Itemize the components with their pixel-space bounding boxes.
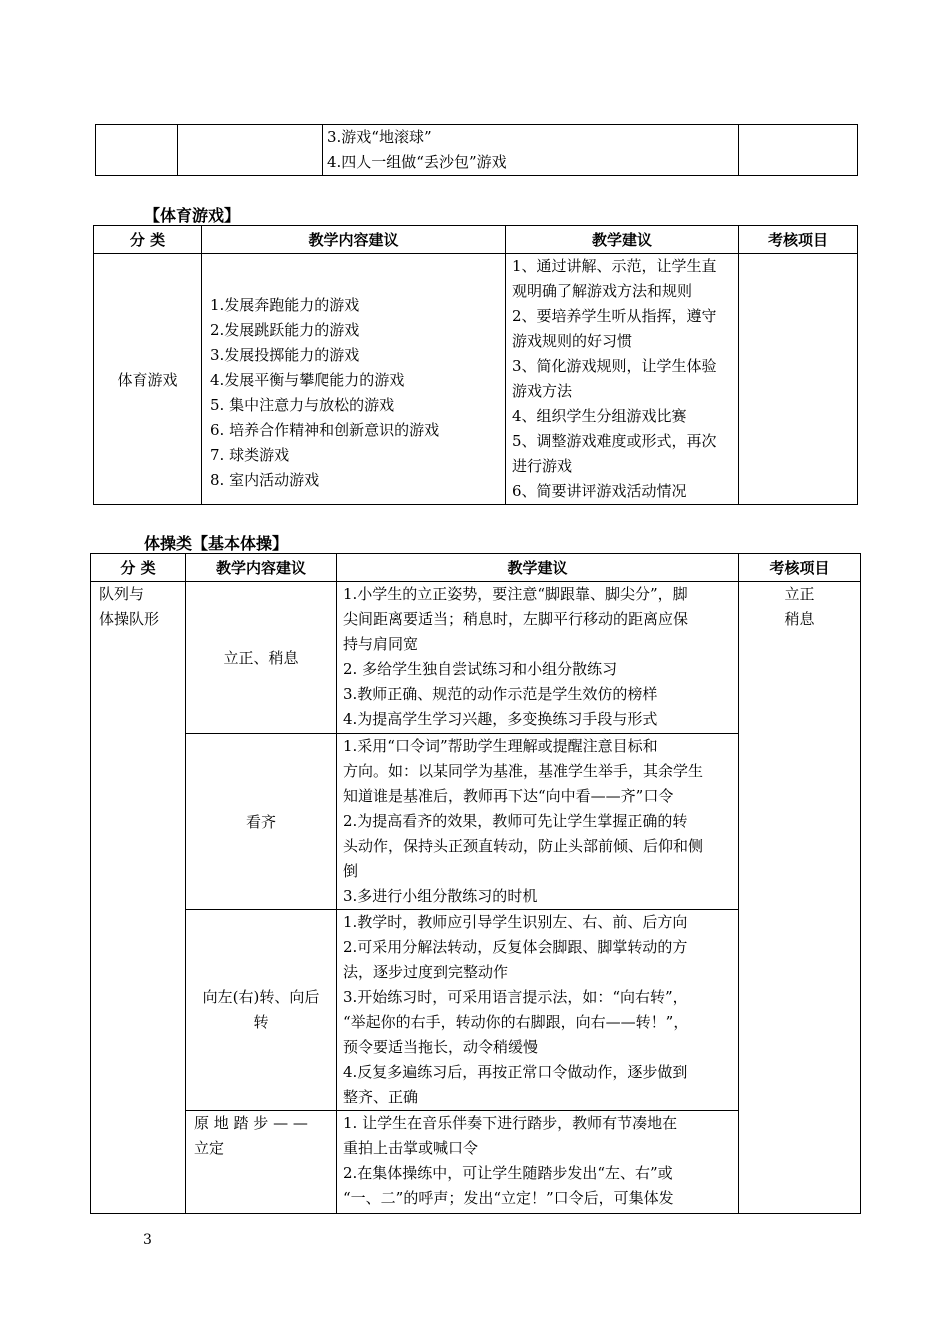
text-line: 3.教师正确、规范的动作示范是学生效仿的榜样 [343, 685, 658, 703]
content-cell [186, 734, 337, 910]
text-line: 游戏规则的好习惯 [512, 332, 633, 350]
text-line: 预令要适当拖长，动令稍缓慢 [343, 1038, 539, 1056]
text-line: 持与肩同宽 [343, 635, 419, 653]
text-line: 4、组织学生分组游戏比赛 [512, 407, 687, 425]
text-line: 5. 集中注意力与放松的游戏 [210, 395, 395, 414]
content-cell [186, 1111, 337, 1214]
text-line: 1.教学时，教师应引导学生识别左、右、前、后方向 [343, 913, 688, 931]
column-header: 教学建议 [506, 226, 739, 254]
text-line: 法，逐步过度到完整动作 [343, 963, 509, 981]
column-header: 分 类 [94, 226, 202, 254]
category-line: 体操队形 [99, 610, 160, 628]
empty-cell [96, 125, 178, 176]
assessment-cell [739, 254, 858, 505]
text-line: 2.发展跳跃能力的游戏 [210, 320, 360, 339]
text-line: 4.反复多遍练习后，再按正常口令做动作，逐步做到 [343, 1063, 688, 1081]
section-title-games: 【体育游戏】 [144, 206, 241, 225]
assessment-line: 稍息 [784, 610, 815, 628]
text-line: 7. 球类游戏 [210, 445, 290, 464]
content-label: 立正、稍息 [223, 649, 299, 667]
column-header: 教学建议 [337, 554, 739, 582]
text-line: 方向。如：以某同学为基准，基准学生举手，其余学生 [343, 762, 704, 780]
text-line: 3.多进行小组分散练习的时机 [343, 887, 538, 905]
column-header: 教学内容建议 [202, 226, 506, 254]
suggestion-cell [337, 1111, 739, 1214]
games-table [93, 225, 858, 505]
text-line: 5、调整游戏难度或形式，再次 [512, 432, 717, 450]
text-line: 头动作，保持头正颈直转动，防止头部前倾、后仰和侧 [343, 837, 704, 855]
text-line: 4.发展平衡与攀爬能力的游戏 [210, 370, 405, 389]
text-line: 2. 多给学生独自尝试练习和小组分散练习 [343, 660, 618, 678]
empty-cell [739, 125, 858, 176]
text-line: 3.开始练习时，可采用语言提示法，如：“向右转”， [343, 988, 688, 1006]
column-header: 教学内容建议 [186, 554, 337, 582]
empty-cell [178, 125, 323, 176]
column-header: 考核项目 [739, 226, 858, 254]
category-cell [91, 582, 186, 1214]
text-line: 进行游戏 [512, 457, 573, 475]
text-line: 6、简要讲评游戏活动情况 [512, 482, 687, 500]
content-label: 看齐 [245, 813, 276, 831]
text-line: 2.可采用分解法转动，反复体会脚跟、脚掌转动的方 [343, 938, 688, 956]
text-line: 3.发展投掷能力的游戏 [210, 345, 360, 364]
content-line: 立定 [194, 1139, 225, 1157]
table-header-row [94, 226, 858, 254]
suggestion-cell [506, 254, 739, 505]
text-line: 1. 让学生在音乐伴奏下进行踏步，教师有节凑地在 [343, 1114, 678, 1132]
text-line: 3、简化游戏规则，让学生体验 [512, 357, 717, 375]
assessment-cell [739, 582, 861, 1214]
text-line: “一、二”的呼声；发出“立定！”口令后，可集体发 [343, 1189, 674, 1207]
table-row [94, 254, 858, 505]
assessment-line: 立正 [784, 585, 815, 603]
text-line: 1、通过讲解、示范，让学生直 [512, 257, 717, 275]
content-line: 向左(右)转、向后 [202, 988, 320, 1006]
text-line: 知道谁是基准后，教师再下达“向中看——齐”口令 [343, 787, 674, 805]
category-line: 队列与 [99, 585, 145, 603]
page-number: 3 [143, 1232, 152, 1248]
text-line: 4.为提高学生学习兴趣，多变换练习手段与形式 [343, 710, 658, 728]
text-line: 6. 培养合作精神和创新意识的游戏 [210, 420, 440, 439]
text-line: 2.为提高看齐的效果，教师可先让学生掌握正确的转 [343, 812, 688, 830]
content-cell [323, 125, 739, 176]
column-header: 考核项目 [739, 554, 861, 582]
section-title-gymnastics: 体操类【基本体操】 [144, 534, 289, 553]
text-line: 1.发展奔跑能力的游戏 [210, 295, 360, 314]
text-line: “举起你的右手，转动你的右脚跟，向右——转！”， [343, 1013, 689, 1031]
text-line: 观明确了解游戏方法和规则 [512, 282, 693, 300]
content-cell [202, 254, 506, 505]
content-line: 转 [253, 1013, 269, 1031]
content-cell [186, 582, 337, 734]
continuation-table [95, 124, 858, 176]
text-line: 3.游戏“地滚球” [327, 128, 432, 146]
text-line: 整齐、正确 [343, 1088, 419, 1106]
gymnastics-table [90, 553, 861, 1214]
column-header: 分 类 [91, 554, 186, 582]
text-line: 2、要培养学生听从指挥，遵守 [512, 307, 717, 325]
table-row [91, 582, 861, 734]
content-line: 原 地 踏 步 — — [194, 1114, 308, 1132]
text-line: 重拍上击掌或喊口令 [343, 1139, 479, 1157]
text-line: 倒 [343, 862, 359, 880]
text-line: 1.采用“口令词”帮助学生理解或提醒注意目标和 [343, 737, 658, 755]
text-line: 1.小学生的立正姿势，要注意“脚跟靠、脚尖分”，脚 [343, 585, 688, 603]
text-line: 尖间距离要适当；稍息时，左脚平行移动的距离应保 [343, 610, 689, 628]
content-cell [186, 910, 337, 1111]
text-line: 游戏方法 [512, 382, 573, 400]
suggestion-cell [337, 734, 739, 910]
table-header-row [91, 554, 861, 582]
suggestion-cell [337, 910, 739, 1111]
text-line: 2.在集体操练中，可让学生随踏步发出“左、右”或 [343, 1164, 673, 1182]
suggestion-cell [337, 582, 739, 734]
category-label: 体育游戏 [117, 370, 178, 389]
category-cell [94, 254, 202, 505]
text-line: 4.四人一组做“丢沙包”游戏 [327, 153, 507, 171]
text-line: 8. 室内活动游戏 [210, 470, 320, 489]
